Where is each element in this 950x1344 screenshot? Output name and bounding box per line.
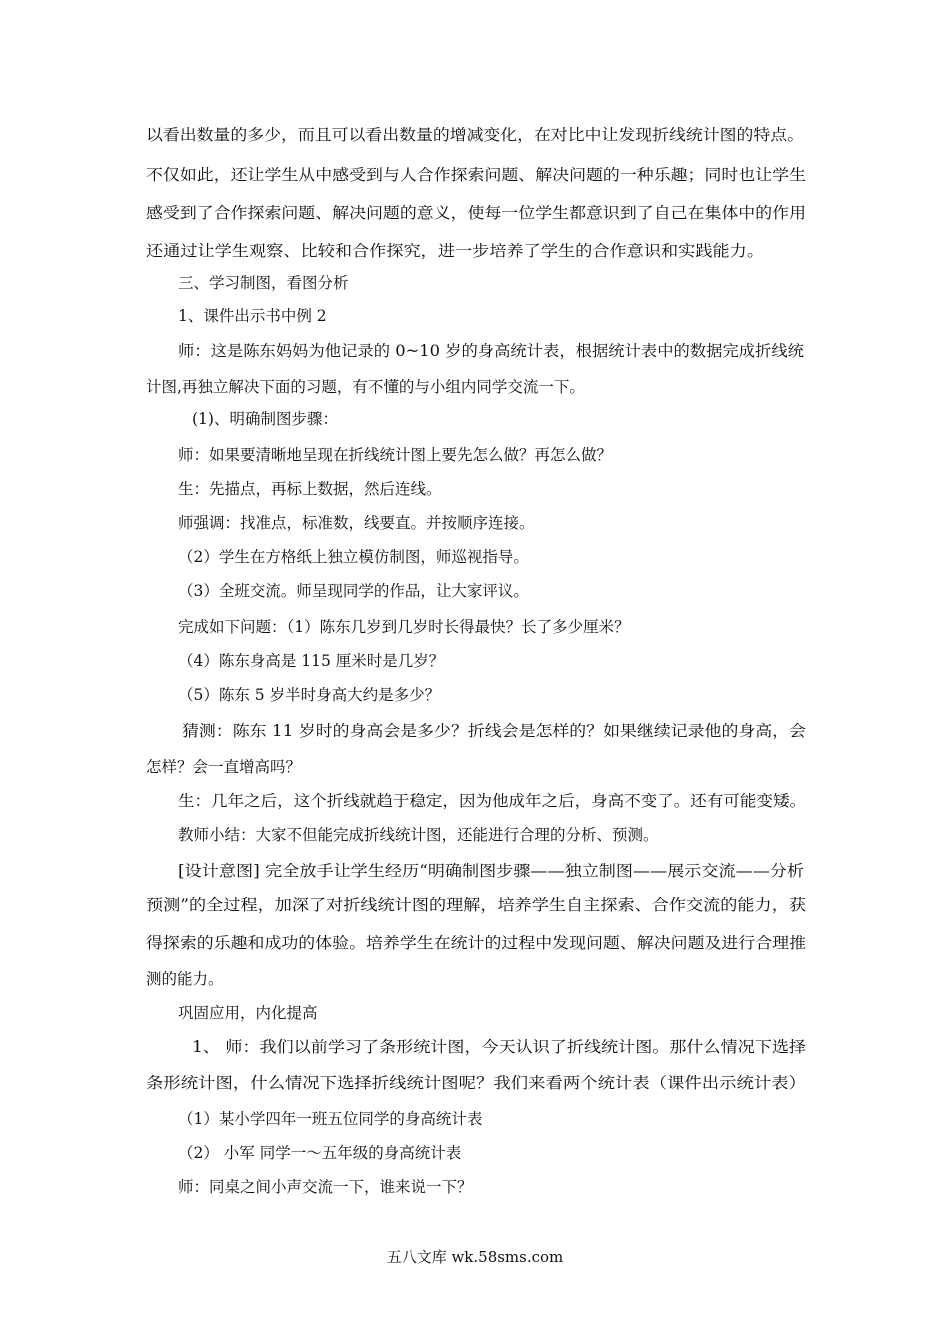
text-line: [设计意图] 完全放手让学生经历“明确制图步骤——独立制图——展示交流——分析	[178, 862, 805, 880]
text-line: 师强调：找准点，标准数，线要直。并按顺序连接。	[178, 514, 535, 532]
text-line: 师：这是陈东妈妈为他记录的 0~10 岁的身高统计表，根据统计表中的数据完成折线统	[178, 342, 804, 360]
text-line: 怎样？会一直增高吗？	[146, 758, 302, 776]
text-line: 得探索的乐趣和成功的体验。培养学生在统计的过程中发现问题、解决问题及进行合理推	[146, 934, 807, 952]
text-line: 教师小结：大家不但能完成折线统计图，还能进行合理的分析、预测。	[178, 826, 659, 844]
text-line: 不仅如此，还让学生从中感受到与人合作探索问题、解决问题的一种乐趣；同时也让学生	[146, 166, 807, 184]
text-line: （4）陈东身高是 115 厘米时是几岁？	[178, 652, 445, 670]
text-line: 巩固应用，内化提高	[178, 1004, 318, 1022]
text-line: 师：同桌之间小声交流一下，谁来说一下？	[178, 1178, 473, 1196]
text-line: 感受到了合作探索问题、解决问题的意义，使每一位学生都意识到了自己在集体中的作用	[146, 204, 807, 222]
text-line: 猜测：陈东 11 岁时的身高会是多少？折线会是怎样的？如果继续记录他的身高，会	[182, 722, 806, 740]
text-line: 测的能力。	[146, 970, 224, 988]
text-line: 预测”的全过程，加深了对折线统计图的理解，培养学生自主探索、合作交流的能力，获	[146, 896, 806, 914]
text-line: （2）学生在方格纸上独立模仿制图，师巡视指导。	[178, 548, 529, 566]
page-footer: 五八文库 wk.58sms.com	[386, 1248, 564, 1266]
text-line: （3）全班交流。师呈现同学的作品，让大家评议。	[178, 582, 529, 600]
text-line: 完成如下问题：（1）陈东几岁到几岁时长得最快？长了多少厘米？	[178, 618, 630, 636]
text-line: (1)、明确制图步骤：	[192, 410, 338, 428]
text-line: 以看出数量的多少，而且可以看出数量的增减变化，在对比中让发现折线统计图的特点。	[146, 126, 805, 144]
text-line: 1、课件出示书中例 2	[178, 307, 327, 325]
text-line: （2） 小军 同学一～五年级的身高统计表	[178, 1144, 462, 1162]
text-line: （1）某小学四年一班五位同学的身高统计表	[178, 1110, 483, 1128]
text-line: 生：几年之后，这个折线就趋于稳定，因为他成年之后，身高不变了。还有可能变矮。	[178, 792, 807, 810]
text-line: （5）陈东 5 岁半时身高大约是多少？	[178, 686, 441, 704]
text-line: 还通过让学生观察、比较和合作探究，进一步培养了学生的合作意识和实践能力。	[146, 242, 765, 260]
text-line: 师：如果要清晰地呈现在折线统计图上要先怎么做？再怎么做？	[178, 446, 613, 464]
text-line: 生：先描点，再标上数据，然后连线。	[178, 480, 442, 498]
text-line: 三、学习制图，看图分析	[178, 274, 349, 292]
text-line: 条形统计图，什么情况下选择折线统计图呢？我们来看两个统计表（课件出示统计表）	[146, 1074, 806, 1092]
text-line: 1、 师：我们以前学习了条形统计图，今天认识了折线统计图。那什么情况下选择	[192, 1038, 806, 1056]
text-line: 计图,再独立解决下面的习题，有不懂的与小组内同学交流一下。	[146, 378, 585, 396]
